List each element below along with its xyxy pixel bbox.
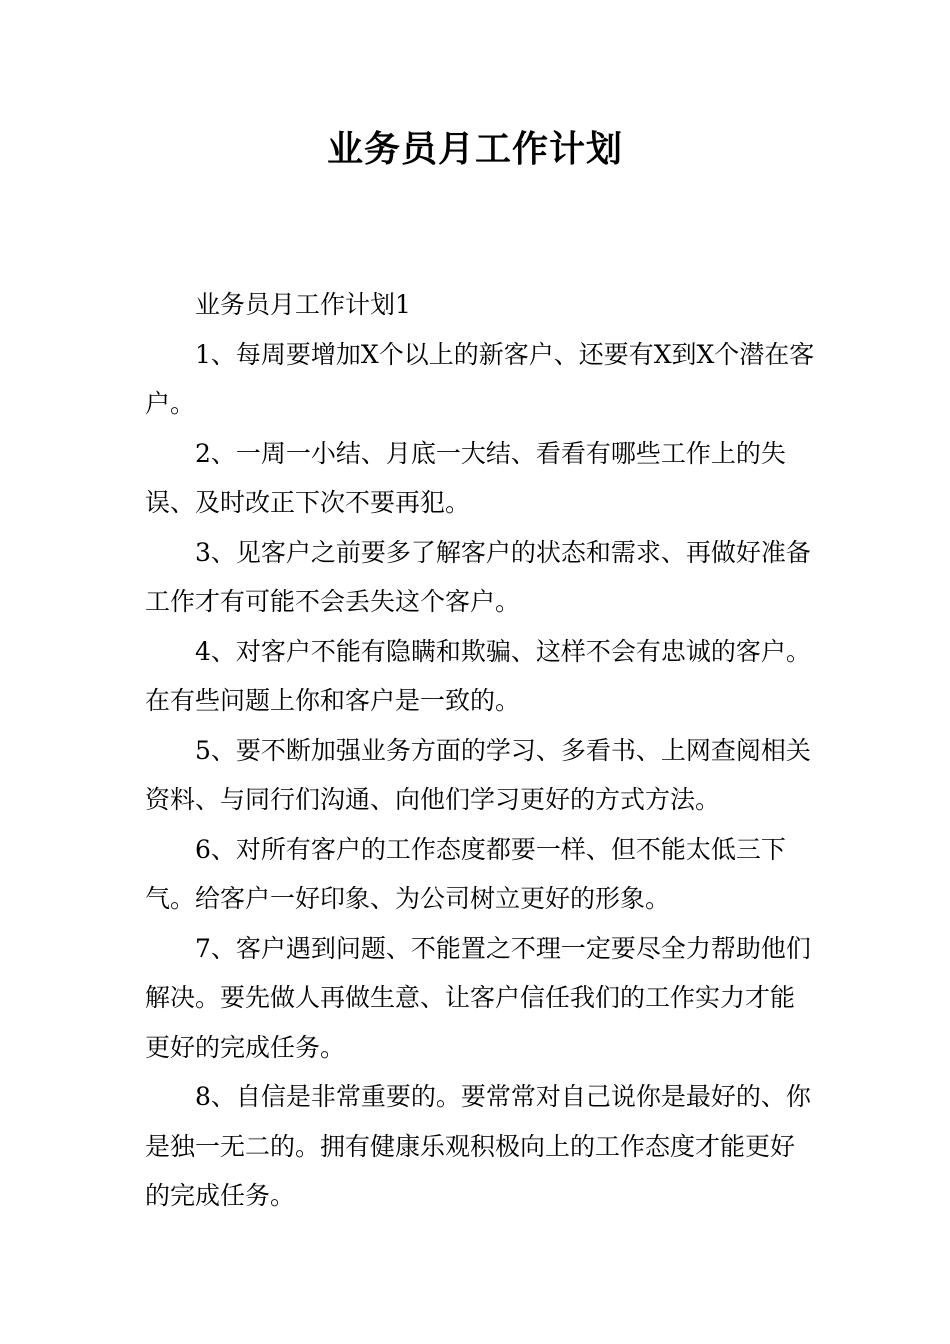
paragraph-item-8: 8、自信是非常重要的。要常常对自己说你是最好的、你是独一无二的。拥有健康乐观积极向上的工作态度才能更好的完成任务。: [145, 1082, 811, 1210]
paragraph-item-7: 7、客户遇到问题、不能置之不理一定要尽全力帮助他们解决。要先做人再做生意、让客户信任我们的工作实力才能更好的完成任务。: [145, 933, 811, 1062]
paragraph-item-5: 5、要不断加强业务方面的学习、多看书、上网查阅相关资料、与同行们沟通、向他们学习更好的方式方法。: [145, 735, 811, 814]
document-body: [145, 280, 815, 1221]
document-title: 业务员月工作计划: [326, 129, 623, 170]
paragraph-item-2: 2、一周一小结、月底一大结、看看有哪些工作上的失误、及时改正下次不要再犯。: [145, 438, 786, 517]
paragraph-item-1: 1、每周要增加X个以上的新客户、还要有X到X个潜在客户。: [145, 339, 815, 418]
paragraph-item-6: 6、对所有客户的工作态度都要一样、但不能太低三下气。给客户一好印象、为公司树立更好的形象。: [145, 834, 786, 913]
paragraph-item-3: 3、见客户之前要多了解客户的状态和需求、再做好准备工作才有可能不会丢失这个客户。: [145, 537, 811, 616]
section-heading: 业务员月工作计划1: [195, 290, 411, 319]
paragraph-item-4: 4、对客户不能有隐瞒和欺骗、这样不会有忠诚的客户。在有些问题上你和客户是一致的。: [145, 636, 811, 715]
